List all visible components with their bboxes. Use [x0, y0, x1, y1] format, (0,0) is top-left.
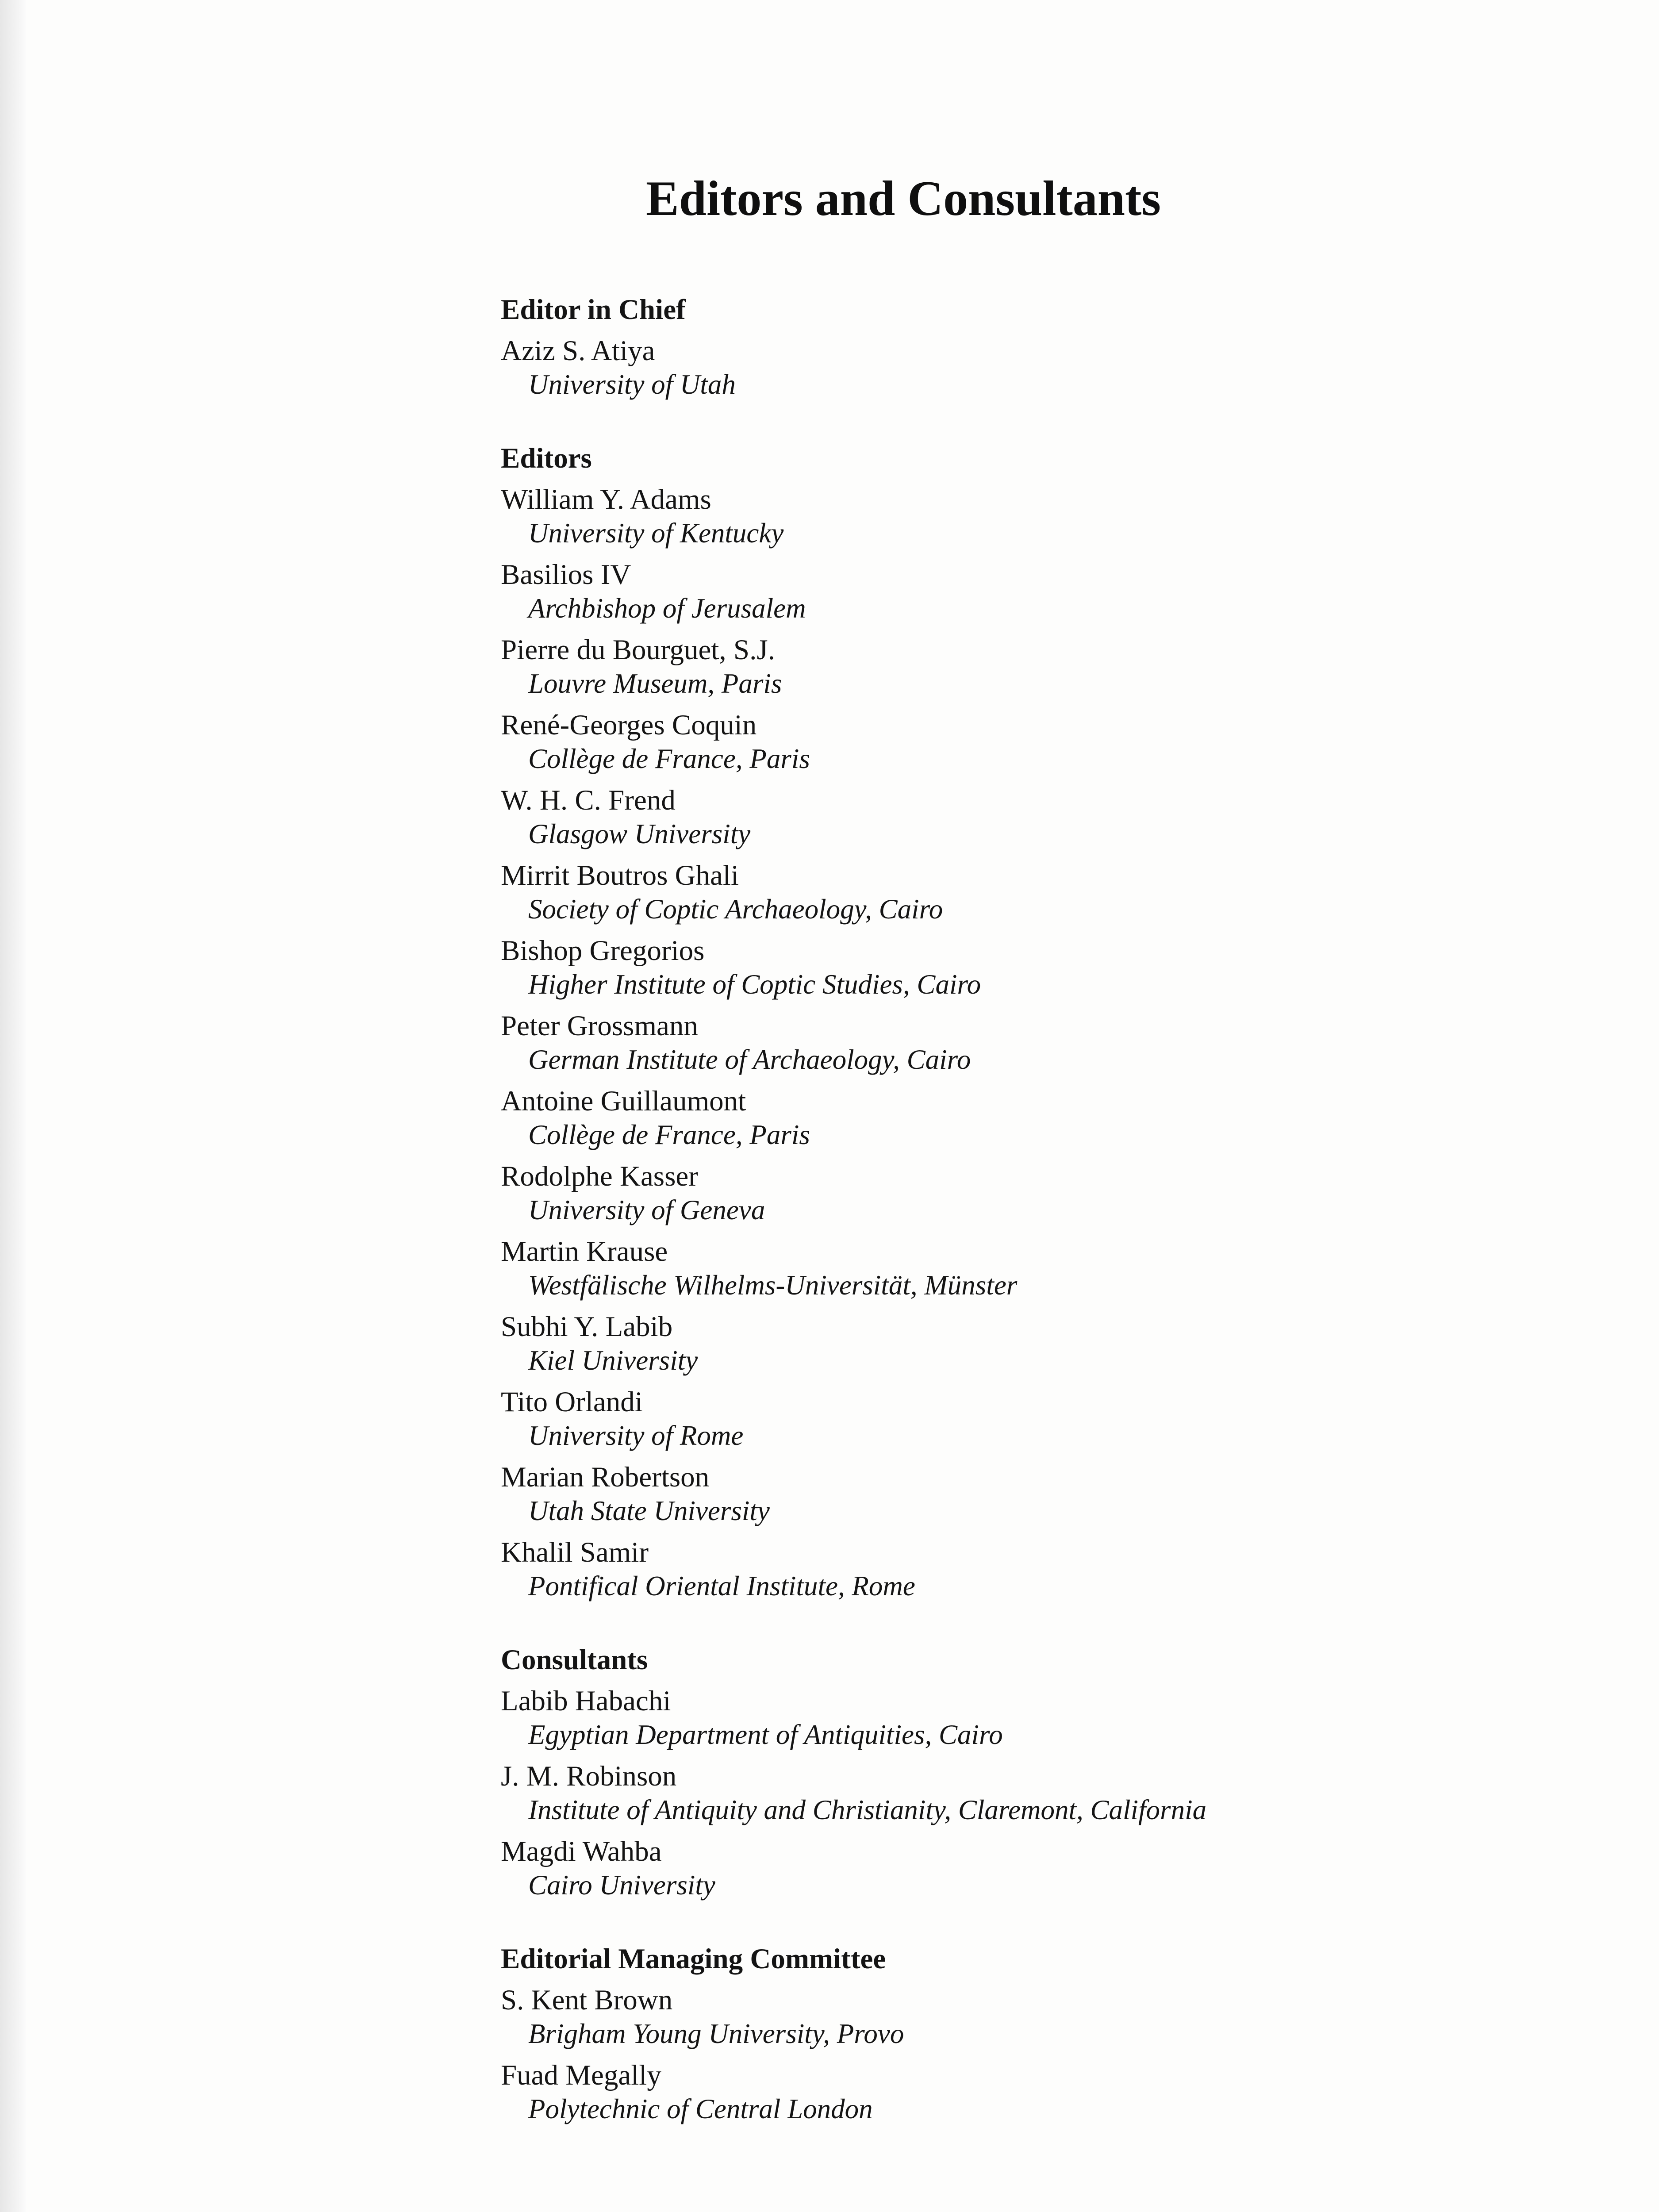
person-affiliation: Cairo University: [528, 1870, 715, 1901]
person-affiliation: Collège de France, Paris: [528, 743, 810, 774]
person-affiliation: Higher Institute of Coptic Studies, Cairo: [528, 969, 981, 1000]
roster: [501, 292, 1430, 2165]
person-entry: [501, 1385, 1430, 1452]
person-name: Rodolphe Kasser: [501, 1160, 698, 1192]
section-heading: Editors: [501, 442, 592, 474]
person-affiliation: Kiel University: [528, 1345, 698, 1376]
section: [501, 441, 1430, 1602]
person-affiliation: Westfälische Wilhelms-Universität, Münster: [528, 1270, 1018, 1301]
person-affiliation: Utah State University: [528, 1495, 770, 1526]
person-name: Fuad Megally: [501, 2059, 661, 2091]
person-entry: [501, 1684, 1430, 1751]
person-affiliation: Institute of Antiquity and Christianity, Claremont, California: [528, 1794, 1207, 1825]
person-entry: [501, 1460, 1430, 1527]
person-affiliation: University of Rome: [528, 1420, 744, 1451]
person-entry: [501, 708, 1430, 775]
person-affiliation: Brigham Young University, Provo: [528, 2018, 904, 2049]
person-name: J. M. Robinson: [501, 1760, 677, 1792]
person-entry: [501, 783, 1430, 850]
person-name: William Y. Adams: [501, 484, 711, 515]
person-entry: [501, 933, 1430, 1001]
person-name: Labib Habachi: [501, 1685, 671, 1717]
person-name: Magdi Wahba: [501, 1836, 662, 1867]
person-affiliation: Pontifical Oriental Institute, Rome: [528, 1571, 915, 1601]
person-entry: [501, 1535, 1430, 1602]
person-name: Bishop Gregorios: [501, 935, 705, 967]
person-affiliation: Egyptian Department of Antiquities, Cairo: [528, 1719, 1003, 1750]
person-affiliation: Archbishop of Jerusalem: [528, 593, 806, 624]
person-name: Tito Orlandi: [501, 1386, 643, 1418]
section: [501, 292, 1430, 401]
person-name: Antoine Guillaumont: [501, 1085, 746, 1117]
person-affiliation: Polytechnic of Central London: [528, 2093, 873, 2124]
person-affiliation: University of Geneva: [528, 1194, 765, 1225]
section-heading: Editor in Chief: [501, 294, 686, 326]
person-affiliation: Glasgow University: [528, 818, 751, 849]
person-name: René-Georges Coquin: [501, 709, 757, 741]
person-affiliation: University of Kentucky: [528, 518, 784, 549]
person-entry: [501, 633, 1430, 700]
person-entry: [501, 1159, 1430, 1226]
section-heading: Consultants: [501, 1644, 648, 1676]
person-entry: [501, 1009, 1430, 1076]
person-name: Subhi Y. Labib: [501, 1311, 673, 1343]
person-name: Khalil Samir: [501, 1536, 649, 1568]
person-entry: [501, 1759, 1430, 1826]
person-name: Peter Grossmann: [501, 1010, 698, 1042]
person-name: Pierre du Bourguet, S.J.: [501, 634, 775, 666]
page-title: Editors and Consultants: [646, 171, 1161, 227]
person-entry: [501, 858, 1430, 926]
person-name: Aziz S. Atiya: [501, 335, 655, 367]
person-entry: [501, 2058, 1430, 2125]
person-affiliation: Louvre Museum, Paris: [528, 668, 782, 699]
person-entry: [501, 1310, 1430, 1377]
person-name: Mirrit Boutros Ghali: [501, 860, 739, 891]
person-affiliation: German Institute of Archaeology, Cairo: [528, 1044, 971, 1075]
page-binding-edge: [0, 0, 26, 2212]
section: [501, 1941, 1430, 2125]
person-entry: [501, 557, 1430, 625]
person-name: Marian Robertson: [501, 1461, 710, 1493]
person-entry: [501, 1983, 1430, 2050]
person-name: S. Kent Brown: [501, 1984, 673, 2016]
person-affiliation: Society of Coptic Archaeology, Cairo: [528, 894, 943, 925]
section-heading: Editorial Managing Committee: [501, 1943, 886, 1975]
person-entry: [501, 482, 1430, 549]
person-name: Martin Krause: [501, 1236, 668, 1267]
person-name: W. H. C. Frend: [501, 784, 676, 816]
person-entry: [501, 1834, 1430, 1901]
person-affiliation: Collège de France, Paris: [528, 1119, 810, 1150]
person-entry: [501, 1084, 1430, 1151]
person-entry: [501, 1234, 1430, 1302]
person-affiliation: University of Utah: [528, 369, 736, 400]
person-name: Basilios IV: [501, 559, 631, 591]
person-entry: [501, 334, 1430, 401]
section: [501, 1642, 1430, 1901]
